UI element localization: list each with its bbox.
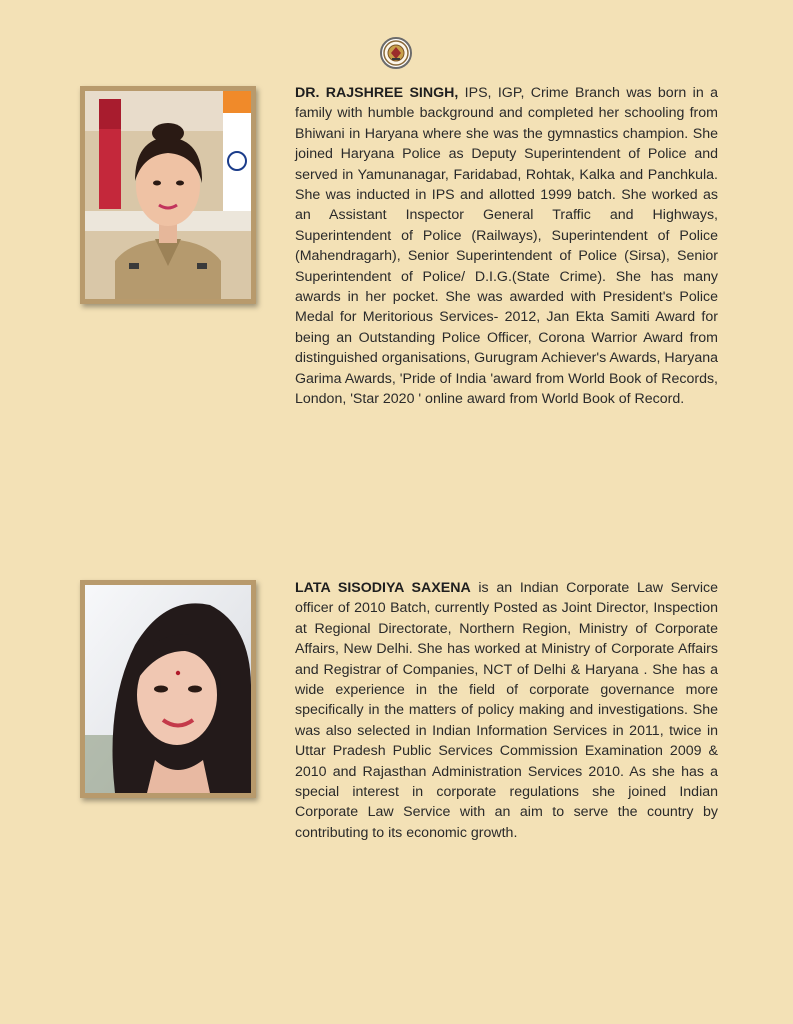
profile-name: DR. RAJSHREE SINGH, <box>295 85 459 101</box>
profile-name: LATA SISODIYA SAXENA <box>295 580 471 596</box>
profile-bio-rajshree-singh <box>295 83 718 410</box>
profile-bio-text: is an Indian Corporate Law Service officer of 2010 Batch, currently Posted as Joint Director, Inspection at Regional Directorate, Northern Region, Ministry of Corporate Affairs, New Delhi. She has worked at Ministry of Corporate Affairs and Registrar of Companies, NCT of Delhi & Haryana . She has a wide experience in the field of corporate governance more specifically in the matters of policy making and investigations. She was also selected in Indian Information Services in 2011, twice in Uttar Pradesh Public Services Commission Examination 2009 & 2010 and Rajasthan Administration Services 2010. As she has a special interest in corporate regulations she joined Indian Corporate Law Service with an aim to serve the country by contributing to its economic growth. <box>295 580 718 841</box>
profile-photo-lata-sisodiya-saxena <box>80 580 256 798</box>
profile-bio-lata-sisodiya-saxena <box>295 578 718 843</box>
profile-photo-rajshree-singh <box>80 86 256 304</box>
police-emblem-icon <box>380 37 412 69</box>
profile-bio-text: IPS, IGP, Crime Branch was born in a family with humble background and completed her schooling from Bhiwani in Haryana where she was the gymnastics champion. She joined Haryana Police as Deputy Superintendent of Police and served in Yamunanagar, Faridabad, Rohtak, Kalka and Panchkula. She was inducted in IPS and allotted 1999 batch. She worked as an Assistant Inspector General Traffic and Highways, Superintendent of Police (Railways), Superintendent of Police (Mahendragarh), Senior Superintendent of Police (Sirsa), Senior Superintendent of Police/ D.I.G.(State Crime). She has many awards in her pocket. She was awarded with President's Police Medal for Meritorious Services- 2012, Jan Ekta Samiti Award for being an Outstanding Police Officer, Corona Warrior Award from distinguished organisations, Gurugram Achiever's Awards, Haryana Garima Awards, 'Pride of India 'award from World Book of Records, London, 'Star 2020 ' online award from World Book of Record. <box>295 85 718 408</box>
